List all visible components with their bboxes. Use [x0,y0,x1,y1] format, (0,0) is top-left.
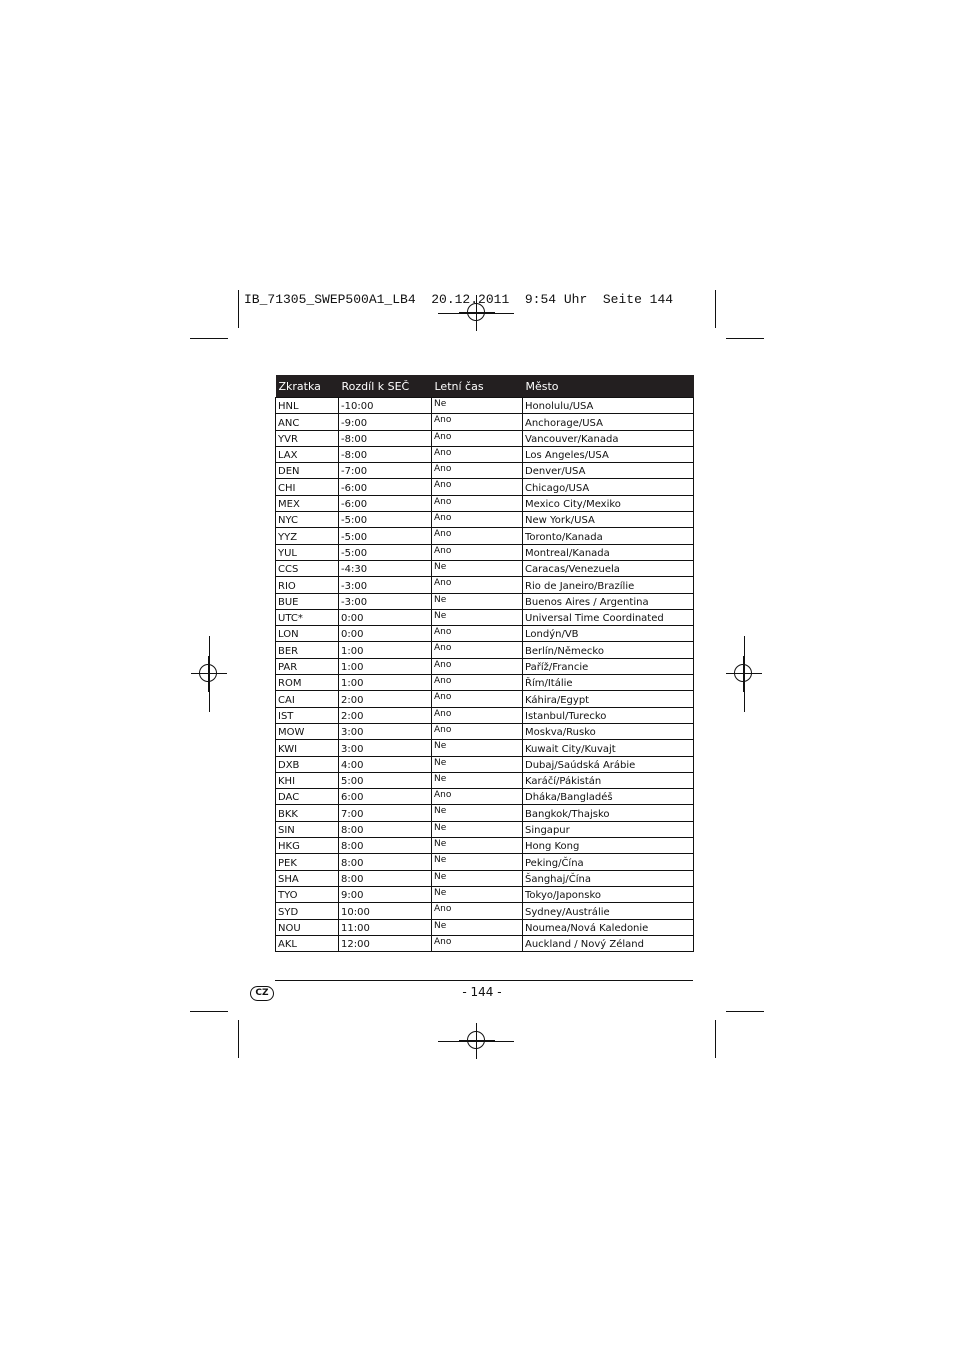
offset-cell: 0:00 [339,626,432,642]
dst-cell: Ne [432,609,523,625]
abbreviation-cell: YUL [276,544,339,560]
crop-mark [238,1020,239,1058]
table-row [276,772,694,788]
dst-cell: Ano [432,675,523,691]
city-cell: Rio de Janeiro/Brazílie [523,577,694,593]
offset-cell: -5:00 [339,512,432,528]
city-cell: Universal Time Coordinated [523,609,694,625]
table-row [276,854,694,870]
city-cell: Paříž/Francie [523,658,694,674]
dst-cell: Ne [432,740,523,756]
offset-cell: 2:00 [339,707,432,723]
abbreviation-cell: PAR [276,658,339,674]
offset-cell: -5:00 [339,528,432,544]
page-number: - 144 - [462,985,502,999]
city-cell: Karáčí/Pákistán [523,772,694,788]
table-row [276,756,694,772]
offset-cell: 7:00 [339,805,432,821]
city-cell: Denver/USA [523,463,694,479]
table-row [276,463,694,479]
abbreviation-cell: TYO [276,886,339,902]
dst-cell: Ano [432,707,523,723]
table-row [276,544,694,560]
table-row [276,821,694,837]
dst-cell: Ne [432,805,523,821]
table-row [276,446,694,462]
city-cell: Řím/Itálie [523,675,694,691]
dst-cell: Ne [432,560,523,576]
dst-cell: Ne [432,838,523,854]
table-row [276,479,694,495]
dst-cell: Ano [432,723,523,739]
city-cell: Vancouver/Kanada [523,430,694,446]
dst-cell: Ano [432,691,523,707]
crop-mark [238,290,239,328]
crop-mark [726,1011,764,1012]
abbreviation-cell: CAI [276,691,339,707]
dst-cell: Ne [432,756,523,772]
offset-cell: 1:00 [339,642,432,658]
table-row [276,935,694,951]
abbreviation-cell: PEK [276,854,339,870]
offset-cell: 8:00 [339,870,432,886]
print-header: IB_71305_SWEP500A1_LB4 20.12.2011 9:54 Uhr Seite 144 [244,292,674,307]
offset-cell: 3:00 [339,723,432,739]
offset-cell: 8:00 [339,854,432,870]
city-cell: Singapur [523,821,694,837]
abbreviation-cell: LAX [276,446,339,462]
table-header-row [276,375,694,398]
offset-cell: 0:00 [339,609,432,625]
abbreviation-cell: ANC [276,414,339,430]
table-row [276,903,694,919]
dst-cell: Ano [432,463,523,479]
dst-cell: Ano [432,479,523,495]
table-row [276,430,694,446]
city-cell: Dháka/Bangladéš [523,789,694,805]
abbreviation-cell: CCS [276,560,339,576]
offset-cell: 6:00 [339,789,432,805]
abbreviation-cell: MEX [276,495,339,511]
dst-cell: Ano [432,789,523,805]
registration-mark-right [726,656,762,692]
column-header-dst: Letní čas [432,375,523,398]
abbreviation-cell: YVR [276,430,339,446]
abbreviation-cell: IST [276,707,339,723]
table-row [276,919,694,935]
city-cell: Šanghaj/Čína [523,870,694,886]
dst-cell: Ano [432,430,523,446]
table-row [276,658,694,674]
dst-cell: Ano [432,935,523,951]
abbreviation-cell: KHI [276,772,339,788]
registration-mark-bottom [459,1023,495,1059]
abbreviation-cell: LON [276,626,339,642]
city-cell: Toronto/Kanada [523,528,694,544]
city-cell: Anchorage/USA [523,414,694,430]
abbreviation-cell: HNL [276,398,339,414]
abbreviation-cell: DEN [276,463,339,479]
abbreviation-cell: BKK [276,805,339,821]
table-row [276,414,694,430]
dst-cell: Ne [432,593,523,609]
offset-cell: 10:00 [339,903,432,919]
city-cell: New York/USA [523,512,694,528]
dst-cell: Ne [432,772,523,788]
dst-cell: Ano [432,495,523,511]
crop-mark [190,1011,228,1012]
dst-cell: Ano [432,528,523,544]
crop-mark [726,338,764,339]
table-row [276,886,694,902]
abbreviation-cell: SIN [276,821,339,837]
table-row [276,577,694,593]
city-cell: Dubaj/Saúdská Arábie [523,756,694,772]
offset-cell: 2:00 [339,691,432,707]
table-row [276,609,694,625]
city-cell: Istanbul/Turecko [523,707,694,723]
table-row [276,642,694,658]
offset-cell: 8:00 [339,821,432,837]
table-row [276,707,694,723]
abbreviation-cell: YYZ [276,528,339,544]
city-cell: Chicago/USA [523,479,694,495]
offset-cell: 8:00 [339,838,432,854]
abbreviation-cell: HKG [276,838,339,854]
dst-cell: Ne [432,886,523,902]
abbreviation-cell: MOW [276,723,339,739]
abbreviation-cell: CHI [276,479,339,495]
dst-cell: Ne [432,919,523,935]
city-cell: Hong Kong [523,838,694,854]
table-row [276,512,694,528]
table-row [276,691,694,707]
offset-cell: 3:00 [339,740,432,756]
city-cell: Auckland / Nový Zéland [523,935,694,951]
abbreviation-cell: KWI [276,740,339,756]
table-row [276,805,694,821]
offset-cell: 1:00 [339,658,432,674]
abbreviation-cell: RIO [276,577,339,593]
offset-cell: -8:00 [339,430,432,446]
abbreviation-cell: SYD [276,903,339,919]
dst-cell: Ne [432,821,523,837]
offset-cell: -4:30 [339,560,432,576]
abbreviation-cell: ROM [276,675,339,691]
abbreviation-cell: DXB [276,756,339,772]
offset-cell: -8:00 [339,446,432,462]
abbreviation-cell: SHA [276,870,339,886]
offset-cell: -3:00 [339,577,432,593]
dst-cell: Ano [432,642,523,658]
time-zone-table [275,375,694,952]
table-row [276,675,694,691]
abbreviation-cell: AKL [276,935,339,951]
table-row [276,626,694,642]
offset-cell: -5:00 [339,544,432,560]
city-cell: Moskva/Rusko [523,723,694,739]
offset-cell: -6:00 [339,479,432,495]
offset-cell: -3:00 [339,593,432,609]
city-cell: Berlín/Německo [523,642,694,658]
city-cell: Buenos Aires / Argentina [523,593,694,609]
column-header-city: Město [523,375,694,398]
city-cell: Caracas/Venezuela [523,560,694,576]
table-row [276,838,694,854]
city-cell: Káhira/Egypt [523,691,694,707]
city-cell: Montreal/Kanada [523,544,694,560]
dst-cell: Ne [432,398,523,414]
dst-cell: Ano [432,903,523,919]
dst-cell: Ne [432,854,523,870]
offset-cell: 11:00 [339,919,432,935]
city-cell: Bangkok/Thajsko [523,805,694,821]
offset-cell: 5:00 [339,772,432,788]
column-header-abbreviation: Zkratka [276,375,339,398]
dst-cell: Ano [432,626,523,642]
language-badge: CZ [250,986,274,1001]
dst-cell: Ano [432,577,523,593]
offset-cell: 1:00 [339,675,432,691]
city-cell: Los Angeles/USA [523,446,694,462]
abbreviation-cell: BER [276,642,339,658]
offset-cell: 9:00 [339,886,432,902]
abbreviation-cell: NYC [276,512,339,528]
city-cell: Kuwait City/Kuvajt [523,740,694,756]
offset-cell: -9:00 [339,414,432,430]
offset-cell: -7:00 [339,463,432,479]
dst-cell: Ano [432,544,523,560]
city-cell: Peking/Čína [523,854,694,870]
offset-cell: -6:00 [339,495,432,511]
table-row [276,528,694,544]
crop-mark [190,338,228,339]
dst-cell: Ano [432,414,523,430]
city-cell: Noumea/Nová Kaledonie [523,919,694,935]
city-cell: Mexico City/Mexiko [523,495,694,511]
table-row [276,495,694,511]
table-row [276,593,694,609]
table-row [276,560,694,576]
table-row [276,723,694,739]
city-cell: Sydney/Austrálie [523,903,694,919]
dst-cell: Ano [432,512,523,528]
abbreviation-cell: UTC* [276,609,339,625]
offset-cell: -10:00 [339,398,432,414]
abbreviation-cell: DAC [276,789,339,805]
table-row [276,870,694,886]
crop-mark [715,1020,716,1058]
offset-cell: 4:00 [339,756,432,772]
city-cell: Tokyo/Japonsko [523,886,694,902]
dst-cell: Ne [432,870,523,886]
registration-mark-left [191,656,227,692]
dst-cell: Ano [432,446,523,462]
column-header-offset: Rozdíl k SEČ [339,375,432,398]
offset-cell: 12:00 [339,935,432,951]
abbreviation-cell: BUE [276,593,339,609]
table-row [276,398,694,414]
table-row [276,740,694,756]
table-row [276,789,694,805]
city-cell: Londýn/VB [523,626,694,642]
dst-cell: Ano [432,658,523,674]
abbreviation-cell: NOU [276,919,339,935]
footer-rule [275,980,693,981]
city-cell: Honolulu/USA [523,398,694,414]
crop-mark [715,290,716,328]
